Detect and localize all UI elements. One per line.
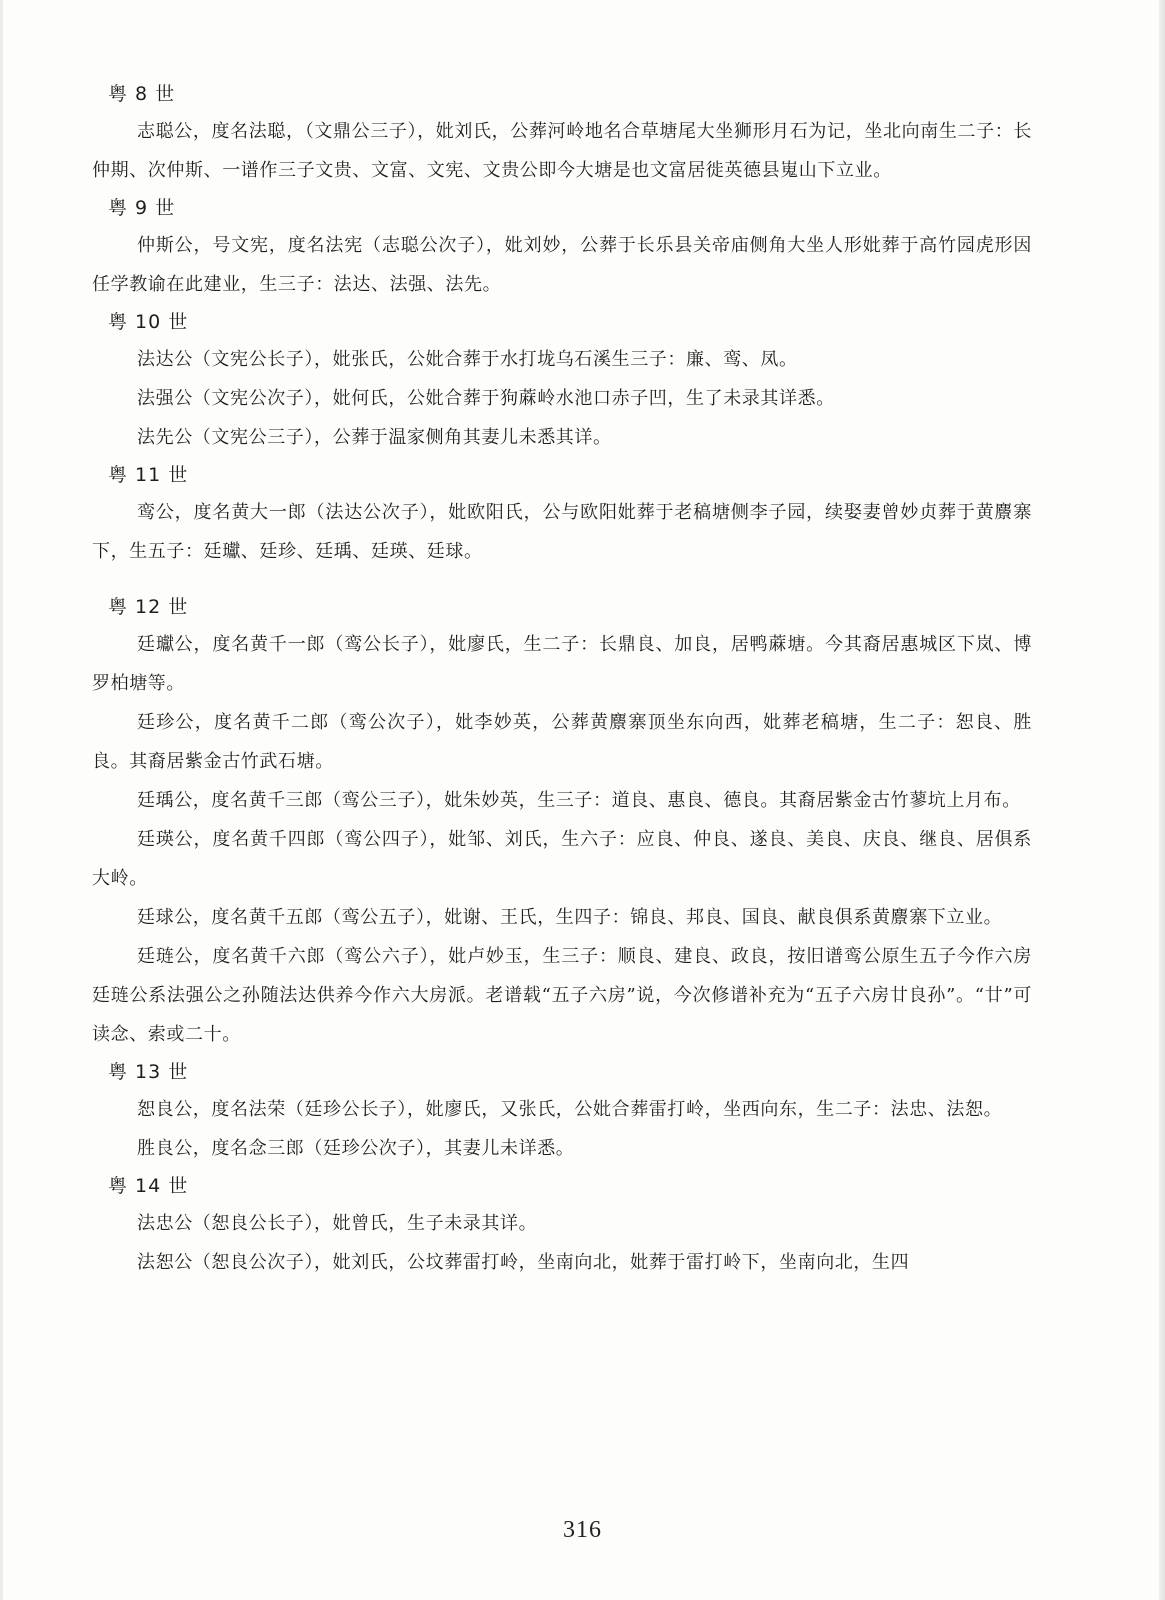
ancestor-entry: 廷瑀公，度名黄千三郎（鸾公三子），妣朱妙英，生三子：道良、惠良、德良。其裔居紫金古竹蓼坑上月布。 [137, 790, 1021, 811]
ancestor-entry: 廷琏公，度名黄千六郎（鸾公六子），妣卢妙玉，生三子：顺良、建良、政良，按旧谱鸾公原生五子今作六房廷琏公系法强公之孙随法达供养今作六大房派。老谱载“五子六房”说，今次修谱补充为“五子六房廿良孙”。“廿”可读念、索或二十。 [92, 946, 1032, 1045]
ancestor-entry: 法强公（文宪公次子），妣何氏，公妣合葬于狗蔴岭水池口赤子凹，生了未录其详悉。 [137, 388, 835, 409]
ancestor-entry: 鸾公，度名黄大一郎（法达公次子），妣欧阳氏，公与欧阳妣葬于老稿塘侧李子园，续娶妻曾妙贞葬于黄麖寨下，生五子：廷瓛、廷珍、廷瑀、廷瑛、廷球。 [92, 502, 1032, 562]
ancestor-entry: 法先公（文宪公三子），公葬于温家侧角其妻儿未悉其详。 [137, 427, 612, 448]
generation-heading: 粤 11 世 [108, 464, 189, 486]
generation-heading: 粤 12 世 [108, 596, 189, 618]
generation-heading: 粤 14 世 [108, 1175, 189, 1197]
generation-heading: 粤 9 世 [108, 197, 176, 219]
ancestor-entry: 法恕公（恕良公次子），妣刘氏，公坟葬雷打岭，坐南向北，妣葬于雷打岭下，坐南向北，生四 [137, 1252, 910, 1273]
ancestor-entry: 恕良公，度名法荣（廷珍公长子），妣廖氏，又张氏，公妣合葬雷打岭，坐西向东，生二子：法忠、法恕。 [137, 1099, 1003, 1120]
ancestor-entry: 廷瑛公，度名黄千四郎（鸾公四子），妣邹、刘氏，生六子：应良、仲良、遂良、美良、庆良、继良、居俱系大岭。 [92, 829, 1032, 889]
ancestor-entry: 廷瓛公，度名黄千一郎（鸾公长子），妣廖氏，生二子：长鼎良、加良，居鸭蔴塘。今其裔居惠城区下岚、博罗柏塘等。 [92, 634, 1032, 694]
document-body [92, 76, 1032, 1282]
page-number: 316 [563, 1517, 602, 1543]
ancestor-entry: 志聪公，度名法聪，（文鼎公三子），妣刘氏，公葬河岭地名合草塘尾大坐狮形月石为记，坐北向南生二子：长仲期、次仲斯、一谱作三子文贵、文富、文宪、文贵公即今大塘是也文富居徙英德县嵬山下立业。 [92, 121, 1032, 181]
ancestor-entry: 廷珍公，度名黄千二郎（鸾公次子），妣李妙英，公葬黄麖寨顶坐东向西，妣葬老稿塘，生二子：恕良、胜良。其裔居紫金古竹武石塘。 [92, 712, 1032, 772]
ancestor-entry: 胜良公，度名念三郎（廷珍公次子），其妻儿未详悉。 [137, 1138, 575, 1159]
generation-heading: 粤 8 世 [108, 83, 176, 105]
generation-heading: 粤 13 世 [108, 1061, 189, 1083]
ancestor-entry: 仲斯公，号文宪，度名法宪（志聪公次子），妣刘妙，公葬于长乐县关帝庙侧角大坐人形妣葬于高竹园虎形因任学教谕在此建业，生三子：法达、法强、法先。 [92, 235, 1032, 295]
ancestor-entry: 廷球公，度名黄千五郎（鸾公五子），妣谢、王氏，生四子：锦良、邦良、国良、献良俱系黄麖寨下立业。 [137, 907, 1003, 928]
ancestor-entry: 法达公（文宪公长子），妣张氏，公妣合葬于水打垅乌石溪生三子：廉、鸾、凤。 [137, 349, 798, 370]
page-right-edge [1159, 0, 1165, 1600]
ancestor-entry: 法忠公（恕良公长子），妣曾氏，生子未录其详。 [137, 1213, 538, 1234]
page-left-edge [0, 0, 3, 1600]
generation-heading: 粤 10 世 [108, 311, 189, 333]
